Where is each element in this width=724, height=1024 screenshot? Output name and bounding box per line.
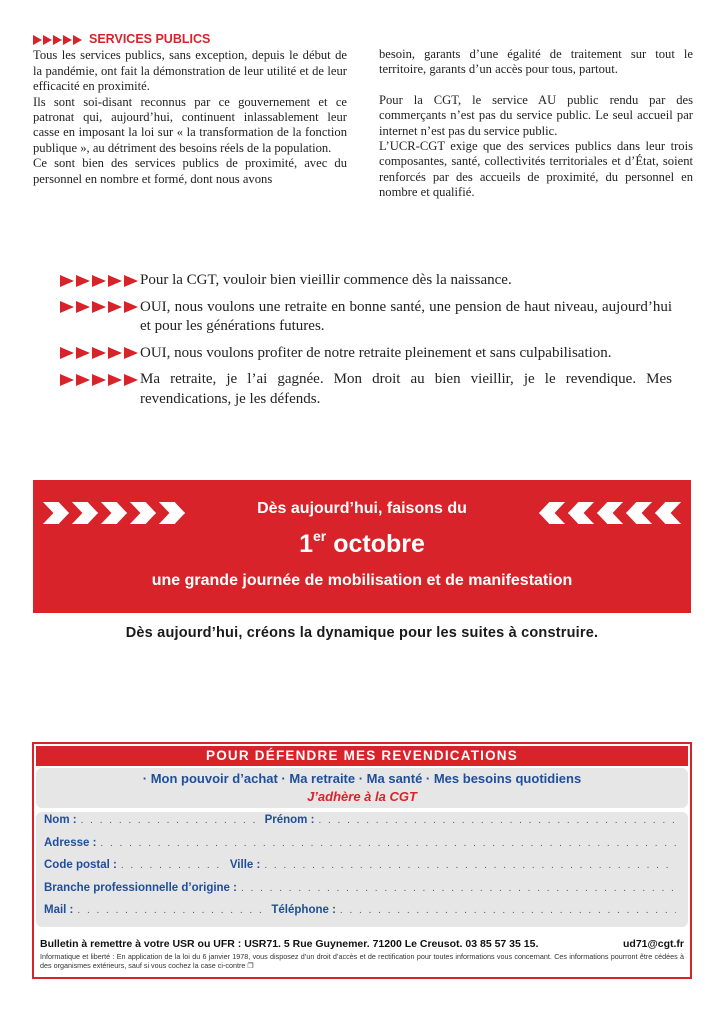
demands-list [60, 271, 672, 416]
arrows-icon [60, 370, 140, 389]
legal-notice: Informatique et liberté : En application de la loi du 6 janvier 1978, vous disposez d’un droit d’accès et de rectification pour toutes informations vous concernant. Ces informations pourront être cédées à des organismes extérieurs, sauf si vous cochez la case ci-contre ❐ [40, 952, 684, 970]
form-subtitle-box [36, 768, 688, 808]
section-title-text: SERVICES PUBLICS [89, 32, 211, 46]
services-left-column [33, 32, 347, 201]
form-row [44, 837, 680, 860]
services-section [33, 32, 693, 201]
list-item: Ma retraite, je l’ai gagnée. Mon droit au bien vieillir, je le revendique. Mes revendications, je les défends. [60, 370, 672, 409]
paragraph: Ce sont bien des services publics de proximité, avec du personnel en nombre et formé, dont nous avons [33, 156, 347, 186]
form-footer [40, 938, 684, 950]
banner-date: 1er octobre [299, 528, 425, 558]
code-postal-label: Code postal : [44, 859, 117, 872]
branche-field[interactable] [241, 883, 676, 894]
services-right-column [379, 32, 693, 201]
arrows-icon [60, 344, 140, 363]
adresse-field[interactable] [100, 838, 676, 849]
branche-label: Branche professionnelle d’origine : [44, 881, 237, 894]
list-item: OUI, nous voulons une retraite en bonne santé, une pension de haut niveau, aujourd’hui et pour les générations futures. [60, 298, 672, 337]
form-fields [36, 812, 688, 927]
prenom-label: Prénom : [264, 814, 315, 826]
arrows-icon [60, 298, 140, 317]
form-row [44, 859, 680, 882]
prenom-field[interactable] [318, 815, 676, 826]
paragraph: Tous les services publics, sans exception, depuis le début de la pandémie, ont fait la démonstration de leur utilité et de leur efficacité en proximité. [33, 48, 347, 94]
adresse-label: Adresse : [44, 836, 97, 849]
telephone-label: Téléphone : [271, 904, 336, 917]
list-item: OUI, nous voulons profiter de notre retraite pleinement et sans culpabilisation. [60, 344, 672, 364]
membership-form [32, 742, 692, 979]
footer-email[interactable]: ud71@cgt.fr [623, 938, 684, 950]
ville-field[interactable] [264, 860, 676, 871]
list-item: Pour la CGT, vouloir bien vieillir commence dès la naissance. [60, 271, 672, 291]
arrows-icon [60, 271, 140, 290]
form-row [44, 904, 680, 927]
ville-label: Ville : [229, 859, 261, 872]
mail-field[interactable] [77, 905, 267, 916]
nom-field[interactable] [81, 815, 261, 826]
form-row [44, 814, 680, 837]
chevrons-icon [33, 35, 83, 45]
section-title [33, 32, 347, 47]
banner-line-3: une grande journée de mobilisation et de manifestation [151, 572, 573, 589]
form-subtitle: · Mon pouvoir d’achat · Ma retraite · Ma santé · Mes besoins quotidiens [142, 771, 582, 786]
telephone-field[interactable] [340, 905, 676, 916]
paragraph: L’UCR-CGT exige que des services publics dans leur trois composantes, santé, collectivités territoriales et d’État, soient renforcés par des accueils de proximité, du personnel en nombre et qualifié. [379, 139, 693, 200]
paragraph: Ils sont soi-disant reconnus par ce gouvernement et ce patronat qui, aujourd’hui, continuent inlassablement leur casse en imposant la loi sur « la transformation de la fonction publique », au détriment des besoins réels de la population. [33, 94, 347, 155]
code-postal-field[interactable] [121, 860, 226, 871]
mail-label: Mail : [44, 904, 74, 917]
paragraph: Pour la CGT, le service AU public rendu par des commerçants n’est pas du service public. Le seul accueil par internet n’est pas du service public. [379, 92, 693, 138]
join-label: J’adhère à la CGT [307, 789, 417, 804]
banner-line-1: Dès aujourd’hui, faisons du [257, 500, 467, 517]
nom-label: Nom : [44, 814, 77, 826]
form-header: POUR DÉFENDRE MES REVENDICATIONS [36, 746, 688, 766]
tagline: Dès aujourd’hui, créons la dynamique pour les suites à construire. [125, 625, 599, 641]
mobilisation-banner [33, 480, 691, 613]
footer-address: Bulletin à remettre à votre USR ou UFR : USR71. 5 Rue Guynemer. 71200 Le Creusot. 03 85 57 35 15. [40, 938, 539, 950]
paragraph: besoin, garants d’une égalité de traitement sur tout le territoire, garants d’un accès pour tous, partout. [379, 47, 693, 77]
form-row [44, 882, 680, 905]
